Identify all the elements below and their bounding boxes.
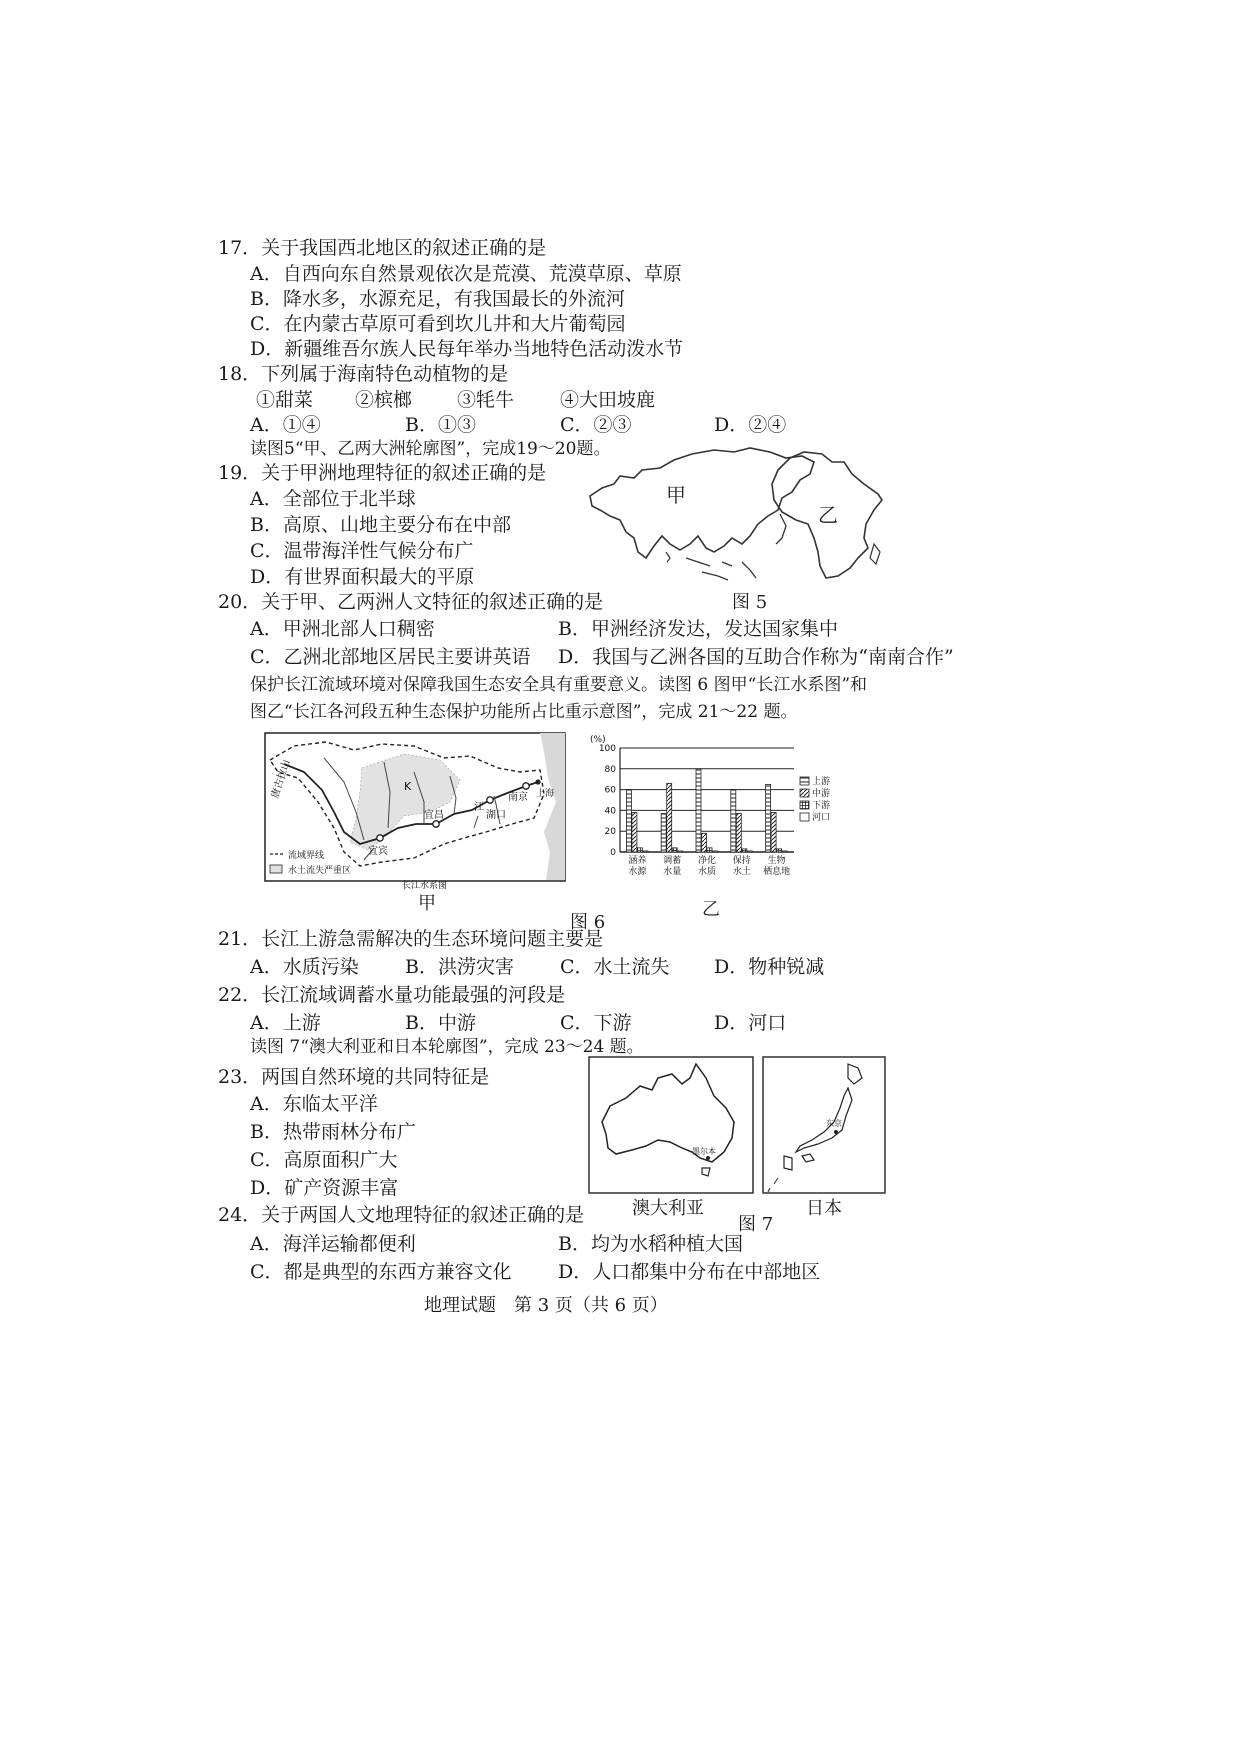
intro-21-22-line2: 图乙“长江各河段五种生态保护功能所占比重示意图”，完成 21～22 题。 (250, 702, 798, 722)
q19-stem: 19．关于甲洲地理特征的叙述正确的是 (218, 462, 547, 484)
figure-6-yangtze-map (264, 732, 580, 891)
q17-stem: 17．关于我国西北地区的叙述正确的是 (218, 237, 547, 259)
category-label-0-1: 水源 (628, 867, 647, 877)
q24-option-d: D．人口都集中分布在中部地区 (558, 1261, 821, 1283)
q18-item-2: ②槟榔 (355, 389, 413, 411)
q20-option-b: B．甲洲经济发达，发达国家集中 (558, 618, 838, 640)
ytick-label-0: 0 (610, 848, 616, 858)
q21-option-d: D．物种锐减 (714, 956, 825, 978)
legend-label-中游: 中游 (812, 789, 831, 799)
chart-ylabel: (%) (590, 735, 606, 745)
q20-stem: 20．关于甲、乙两洲人文特征的叙述正确的是 (218, 591, 604, 613)
q19-option-b: B．高原、山地主要分布在中部 (250, 514, 511, 536)
bar-下游-1 (672, 848, 677, 852)
japan-label: 日本 (806, 1198, 842, 1219)
bar-下游-2 (707, 848, 712, 852)
q19-option-c: C．温带海洋性气候分布广 (250, 540, 474, 562)
bar-下游-3 (742, 849, 747, 852)
intro-21-22-line1: 保护长江流域环境对保障我国生态安全具有重要意义。读图 6 图甲“长江水系图”和 (250, 675, 868, 695)
bar-河口-1 (678, 851, 683, 852)
bar-下游-4 (777, 849, 782, 852)
q18-option-a: A．①④ (250, 414, 321, 436)
bar-上游-2 (696, 769, 701, 852)
figure-6-bar-chart (588, 732, 848, 884)
q18-option-c: C．②③ (560, 414, 632, 436)
bar-上游-3 (731, 790, 736, 852)
place-k: K (404, 780, 412, 793)
place-yichang: 宜昌 (424, 810, 444, 821)
q18-option-d: D．②④ (714, 414, 787, 436)
japan-islands (776, 514, 786, 544)
category-label-2-0: 净化 (697, 856, 717, 866)
category-label-1-1: 水量 (663, 867, 682, 877)
q17-option-b: B．降水多，水源充足，有我国最长的外流河 (250, 288, 625, 310)
ytick-label-100: 100 (598, 744, 616, 754)
bar-上游-0 (626, 790, 631, 852)
legend-swatch-上游 (800, 777, 809, 785)
q20-option-a: A．甲洲北部人口稠密 (250, 618, 435, 640)
australia-label: 澳大利亚 (632, 1198, 704, 1219)
bar-下游-0 (637, 848, 642, 852)
ytick-label-20: 20 (604, 827, 616, 838)
aus-city-label: 墨尔本 (692, 1147, 716, 1156)
legend-label-河口: 河口 (812, 813, 831, 823)
category-label-0-0: 涵养 (628, 856, 647, 866)
place-tanggula: 唐古拉山 (269, 758, 293, 800)
ytick-label-60: 60 (604, 785, 616, 796)
ytick-label-80: 80 (604, 764, 616, 775)
jpn-city-label: 东京 (826, 1119, 842, 1128)
figure-7-australia-map (588, 1056, 754, 1194)
madagascar-island (870, 544, 880, 564)
page-footer: 地理试题 第 3 页（共 6 页） (424, 1295, 668, 1316)
legend-boundary: 流域界线 (288, 851, 325, 861)
q22-option-a: A．上游 (250, 1012, 321, 1034)
southeast-asia-islands (686, 558, 756, 580)
category-label-3-1: 水土 (732, 867, 751, 877)
bar-上游-4 (766, 784, 771, 852)
place-hukou: 湖口 (486, 810, 506, 821)
place-yibin: 宜宾 (368, 846, 388, 857)
q23-option-a: A．东临太平洋 (250, 1093, 378, 1115)
bar-河口-3 (747, 851, 752, 852)
q18-item-1: ①甜菜 (256, 389, 314, 411)
bar-中游-3 (736, 814, 741, 852)
q19-option-d: D．有世界面积最大的平原 (250, 566, 475, 588)
q18-item-4: ④大田坡鹿 (560, 389, 656, 411)
q21-option-a: A．水质污染 (250, 956, 359, 978)
legend-swatch-中游 (800, 789, 809, 797)
legend-label-下游: 下游 (812, 801, 831, 811)
q17-option-d: D．新疆维吾尔族人民每年举办当地特色活动泼水节 (250, 338, 684, 360)
legend-label-上游: 上游 (812, 777, 831, 787)
q17-option-a: A．自西向东自然景观依次是荒漠、荒漠草原、草原 (250, 263, 682, 285)
bar-中游-1 (667, 783, 672, 852)
place-jiang: 江 (474, 802, 484, 813)
q22-stem: 22．长江流域调蓄水量功能最强的河段是 (218, 984, 566, 1006)
legend-erosion: 水土流失严重区 (288, 866, 352, 876)
q24-option-a: A．海洋运输都便利 (250, 1233, 416, 1255)
legend-swatch-河口 (800, 813, 809, 821)
figure-6-sublabel-yi: 乙 (702, 899, 720, 920)
bar-河口-0 (643, 851, 648, 852)
q22-option-c: C．下游 (560, 1012, 632, 1034)
category-label-4-1: 栖息地 (763, 867, 791, 877)
q21-option-c: C．水土流失 (560, 956, 670, 978)
figure-5-continents (582, 440, 892, 600)
q21-stem: 21．长江上游急需解决的生态环境问题主要是 (218, 928, 604, 950)
q20-option-c: C．乙洲北部地区居民主要讲英语 (250, 646, 531, 668)
category-label-3-0: 保持 (732, 856, 751, 866)
intro-23-24: 读图 7“澳大利亚和日本轮廓图”，完成 23～24 题。 (250, 1037, 644, 1057)
label-jia: 甲 (666, 483, 686, 507)
sri-lanka-island (666, 552, 670, 562)
q23-option-c: C．高原面积广大 (250, 1149, 398, 1171)
figure-7-japan-map (762, 1056, 886, 1194)
q17-option-c: C．在内蒙古草原可看到坎儿井和大片葡萄园 (250, 313, 626, 335)
legend-swatch-下游 (800, 801, 809, 809)
ytick-label-40: 40 (604, 806, 616, 817)
bar-河口-2 (713, 851, 718, 852)
q24-option-b: B．均为水稻种植大国 (558, 1233, 743, 1255)
figure-7-caption: 图 7 (738, 1214, 774, 1235)
place-nanjing: 南京 (508, 792, 528, 803)
label-yi: 乙 (818, 503, 838, 527)
bar-中游-2 (702, 833, 707, 852)
q22-option-d: D．河口 (714, 1012, 787, 1034)
q21-option-b: B．洪涝灾害 (405, 956, 514, 978)
bar-河口-4 (782, 851, 787, 852)
bar-上游-1 (661, 814, 666, 852)
q22-option-b: B．中游 (405, 1012, 476, 1034)
q23-option-d: D．矿产资源丰富 (250, 1177, 399, 1199)
q18-stem: 18．下列属于海南特色动植物的是 (218, 363, 509, 385)
place-shanghai: 上海 (536, 789, 555, 799)
q20-option-d: D．我国与乙洲各国的互助合作称为“南南合作” (558, 646, 954, 668)
bar-中游-4 (771, 812, 776, 852)
figure-6-sublabel-jia: 甲 (418, 893, 436, 914)
q18-option-b: B．①③ (405, 414, 476, 436)
q19-option-a: A．全部位于北半球 (250, 488, 416, 510)
q24-option-c: C．都是典型的东西方兼容文化 (250, 1261, 512, 1283)
q18-item-3: ③牦牛 (457, 389, 515, 411)
asia-outline (590, 448, 814, 558)
intro-19-20: 读图5“甲、乙两大洲轮廓图”，完成19～20题。 (250, 439, 611, 459)
q24-stem: 24．关于两国人文地理特征的叙述正确的是 (218, 1204, 585, 1226)
map-title: 长江水系图 (402, 881, 448, 891)
category-label-1-0: 调蓄 (663, 856, 682, 866)
q23-option-b: B．热带雨林分布广 (250, 1121, 416, 1143)
figure-6-caption: 图 6 (570, 912, 606, 933)
bar-中游-0 (632, 812, 637, 852)
figure-5-caption: 图 5 (732, 592, 768, 613)
category-label-2-1: 水质 (697, 867, 717, 877)
category-label-4-0: 生物 (767, 856, 786, 866)
q23-stem: 23．两国自然环境的共同特征是 (218, 1066, 490, 1088)
